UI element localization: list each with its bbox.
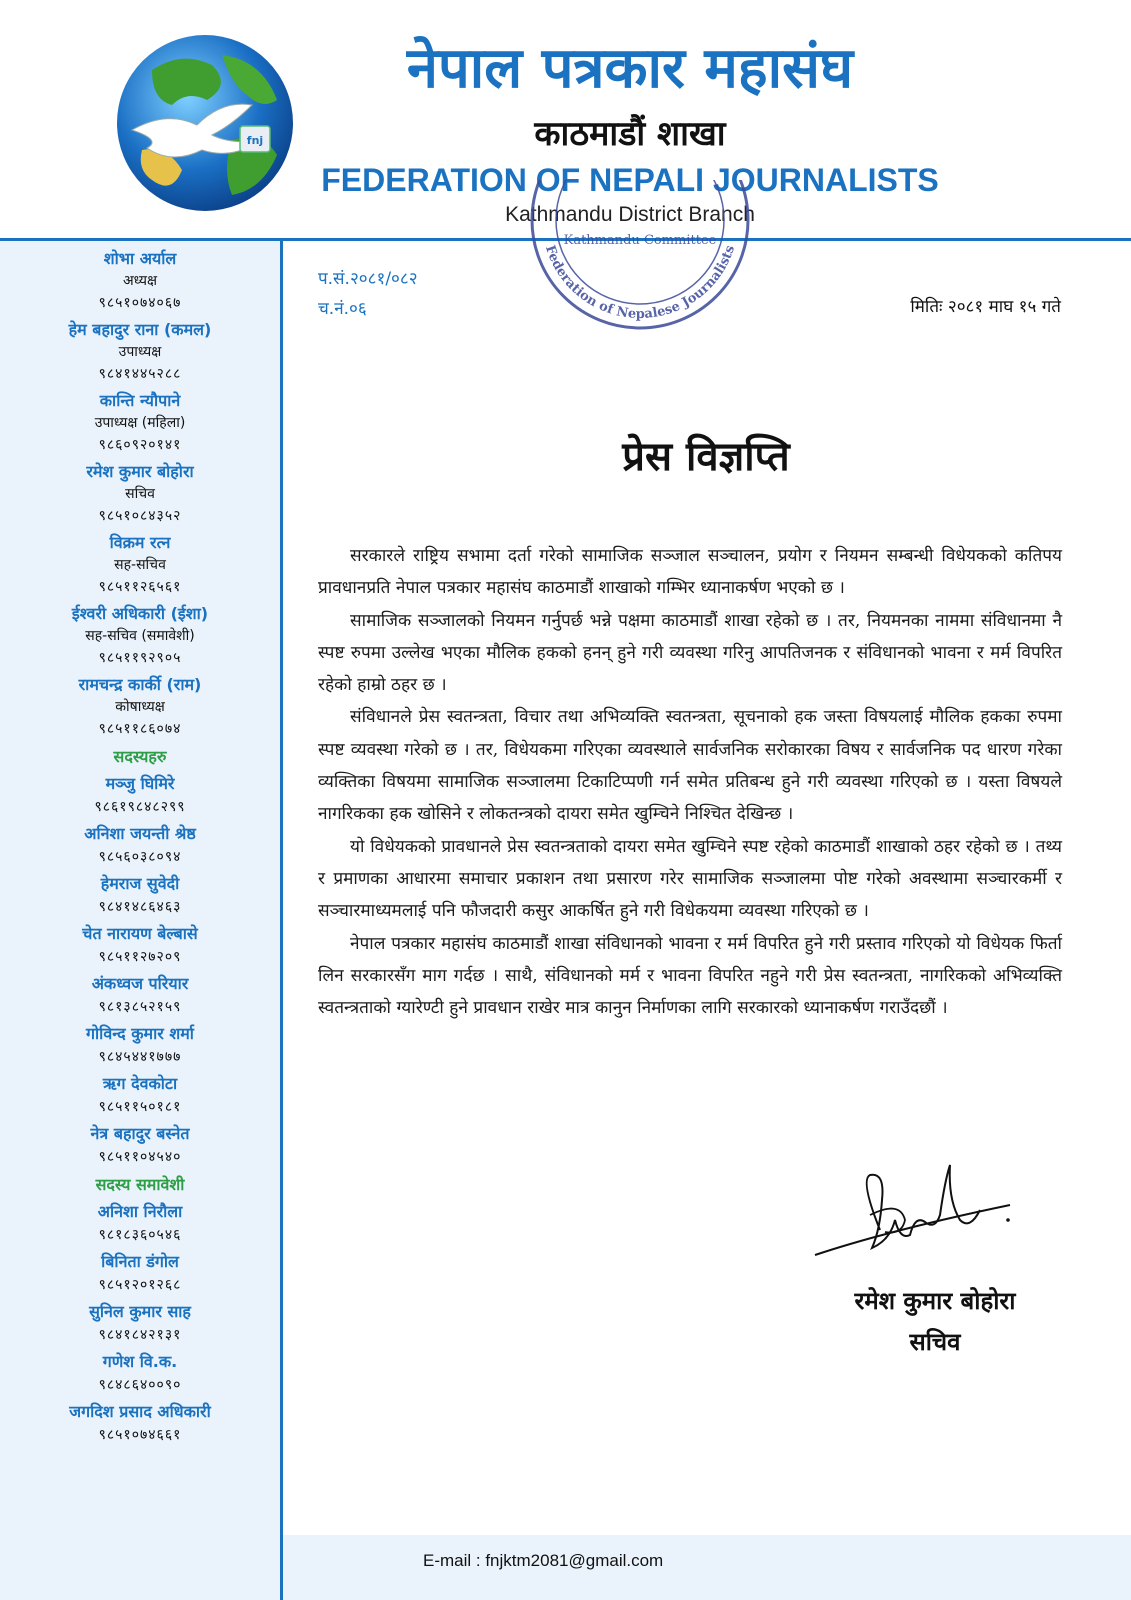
member-name: रामचन्द्र कार्की (राम) [78,675,202,694]
member-phone: ९८५११८६०७४ [98,721,182,737]
member-phone: ९८५११९२९०५ [98,650,182,666]
member-name: गणेश वि.क. [102,1352,178,1371]
member-name: विक्रम रत्न [109,533,171,552]
branch-subtitle-english: Kathmandu District Branch [505,203,755,226]
member-role: सचिव [125,486,155,502]
handwritten-signature-icon [810,1160,1040,1290]
member-phone: ९८५११२७२०९ [98,949,182,965]
member-name: रमेश कुमार बोहोरा [86,462,194,481]
body-paragraph: सरकारले राष्ट्रिय सभामा दर्ता गरेको सामाजिक सञ्जाल सञ्चालन, प्रयोग र नियमन सम्बन्धी विधेयकको कतिपय प्रावधानप्रति नेपाल पत्रकार महासंघ काठमाडौं शाखाको गम्भिर ध्यानाकर्षण भएको छ । [318,546,1062,599]
committee-member [0,318,280,385]
committee-member [0,460,280,527]
svg-text:Federation of Nepalese Journal [542,243,738,321]
sidebar-divider [280,241,283,1600]
committee-member [0,1400,280,1446]
committee-member [0,922,280,968]
member-phone: ९८५६०३८०९४ [98,849,182,865]
reference-block [318,264,418,324]
committee-member [0,1300,280,1346]
inclusive-members-heading: सदस्य समावेशी [95,1175,185,1194]
member-phone: ९८५१०८४३५२ [98,508,182,524]
committee-member [0,822,280,868]
member-phone: ९८१३८५२१५९ [98,999,182,1015]
member-name: जगदिश प्रसाद अधिकारी [69,1402,211,1421]
member-name: बिनिता डंगोल [101,1252,179,1271]
document-title: प्रेस विज्ञप्ति [622,434,790,480]
members-heading: सदस्यहरु [113,747,167,766]
member-name: हेमराज सुवेदी [100,874,180,893]
footer-bar [283,1535,1131,1600]
member-name: नेत्र बहादुर बस्नेत [90,1124,190,1143]
member-phone: ९८५१२०१२६८ [98,1277,182,1293]
signatory-title: सचिव [909,1328,961,1356]
committee-member [0,772,280,818]
committee-member [0,247,280,314]
body-paragraph: सामाजिक सञ्जालको नियमन गर्नुपर्छ भन्ने पक्षमा काठमाडौं शाखा रहेको छ । तर, नियमनका नाममा संविधानमा नै स्पष्ट रुपमा उल्लेख भएका मौलिक हकको हनन् हुने गरी व्यवस्था गरिनु आपतिजनक र संविधानको भावना र मर्म विपरित रहेको हाम्रो ठहर छ । [318,610,1062,696]
dispatch-number: च.नं.०६ [318,299,367,319]
org-title-nepali: नेपाल पत्रकार महासंघ [406,36,854,101]
logo-badge-text: fnj [246,134,264,147]
member-name: गोविन्द कुमार शर्मा [86,1024,194,1043]
member-phone: ९८१८३६०५४६ [98,1227,182,1243]
member-phone: ९८४१४८६४६३ [98,899,182,915]
member-phone: ९८४५४४१७७७ [98,1049,182,1065]
press-release-body [318,540,1062,1024]
org-title-english: FEDERATION OF NEPALI JOURNALISTS [321,162,939,198]
member-phone: ९८४८६४००९० [98,1377,182,1393]
member-phone: ९८६१९८४८२९९ [94,799,186,815]
committee-member [0,1250,280,1296]
svg-text:Kathmandu Committee [564,233,717,248]
committee-member [0,531,280,598]
member-name: अनिशा निरौला [97,1202,183,1221]
committee-member [0,1072,280,1118]
body-paragraph: नेपाल पत्रकार महासंघ काठमाडौं शाखा संविधानको भावना र मर्म विपरित हुने गरी प्रस्ताव गरिएको यो विधेयक फिर्ता लिन सरकारसँग माग गर्दछ । साथै, संविधानको मर्म र भावना विपरित नहुने गरी प्रेस स्वतन्त्रता, नागरिकको अभिव्यक्ति स्वतन्त्रताको ग्यारेण्टी हुने प्रावधान राखेर मात्र कानुन निर्माणका लागि सरकारको ध्यानाकर्षण गराउँदछौं । [318,933,1062,1019]
member-role: उपाध्यक्ष (महिला) [94,415,186,431]
globe-dove-logo-icon [112,30,298,216]
letter-date: मितिः २०८१ माघ १५ गते [910,297,1061,317]
member-role: सह-सचिव (समावेशी) [85,628,195,644]
member-name: अनिशा जयन्ती श्रेष्ठ [84,824,196,843]
committee-member [0,1350,280,1396]
member-name: हेम बहादुर राना (कमल) [68,320,212,339]
committee-member [0,673,280,740]
member-role: सह-सचिव [114,557,166,573]
body-paragraph: यो विधेयकको प्रावधानले प्रेस स्वतन्त्रताको दायरा समेत खुम्चिने स्पष्ट रहेको काठमाडौं शाखाको ठहर रहेको छ । तथ्य र प्रमाणका आधारमा समाचार प्रकाशन तथा प्रसारण गरेर सामाजिक सञ्जालमा पोष्ट गरेको अवस्थामा सञ्चारकर्मी र सञ्चारमाध्यमलाई पनि फौजदारी कसुर आकर्षित हुने गरी विधेकयमा व्यवस्था गरिएको छ । [318,836,1062,922]
member-phone: ९८४१४४५२८८ [98,366,182,382]
member-phone: ९८६०९२०१४१ [98,437,182,453]
member-name: ऋग देवकोटा [102,1074,178,1093]
member-name: चेत नारायण बेल्बासे [82,924,198,943]
stamp-center-text: Kathmandu Committee [563,233,717,248]
member-phone: ९८४१८४२१३१ [98,1327,182,1343]
member-phone: ९८५१०७४६६१ [98,1427,182,1443]
member-name: मञ्जु घिमिरे [105,774,175,793]
member-name: अंकध्वज परियार [91,974,189,993]
member-name: ईश्वरी अधिकारी (ईशा) [71,604,209,623]
reference-number: प.सं.२०८१/०८२ [318,269,418,289]
committee-member [0,602,280,669]
stamp-ring-text: Federation of Nepalese Journalists [541,243,739,322]
committee-member [0,972,280,1018]
member-phone: ९८५११२६५६१ [98,579,182,595]
committee-member [0,389,280,456]
body-paragraph: संविधानले प्रेस स्वतन्त्रता, विचार तथा अभिव्यक्ति स्वतन्त्रता, सूचनाको हक जस्ता विषयलाई मौलिक हकका रुपमा स्पष्ट व्यवस्था गरेको छ । तर, विधेयकमा गरिएका व्यवस्थाले सार्वजनिक सरोकारका विषय र सार्वजनिक पद धारण गरेका व्यक्तिका विषयमा सामाजिक सञ्जालमा टिकाटिप्पणी गर्न समेत प्रतिबन्ध हुने गरी व्यवस्था गरिएको छ । यस्ता विषयले नागरिकका हक खोसिने र लोकतन्त्रको दायरा समेत खुम्चिने निश्चित देखिन्छ । [318,707,1062,825]
member-name: कान्ति न्यौपाने [99,391,181,410]
committee-member [0,1200,280,1246]
signatory-name: रमेश कुमार बोहोरा [854,1287,1016,1315]
member-role: अध्यक्ष [122,273,158,289]
committee-member [0,1122,280,1168]
committee-member [0,1022,280,1068]
member-name: शोभा अर्याल [103,249,177,268]
contact-email: E-mail : fnjktm2081@gmail.com [423,1551,664,1570]
member-phone: ९८५११५०१८१ [98,1099,182,1115]
member-phone: ९८५१०७४०६७ [98,295,182,311]
official-seal-stamp-icon [520,180,760,330]
member-role: कोषाध्यक्ष [115,699,165,715]
member-phone: ९८५११०४५४० [98,1149,182,1165]
member-role: उपाध्यक्ष [118,344,162,360]
member-name: सुनिल कुमार साह [89,1302,191,1321]
committee-member [0,872,280,918]
committee-sidebar [0,241,280,1600]
committee-list [0,247,280,1450]
branch-title-nepali: काठमाडौं शाखा [534,114,726,154]
